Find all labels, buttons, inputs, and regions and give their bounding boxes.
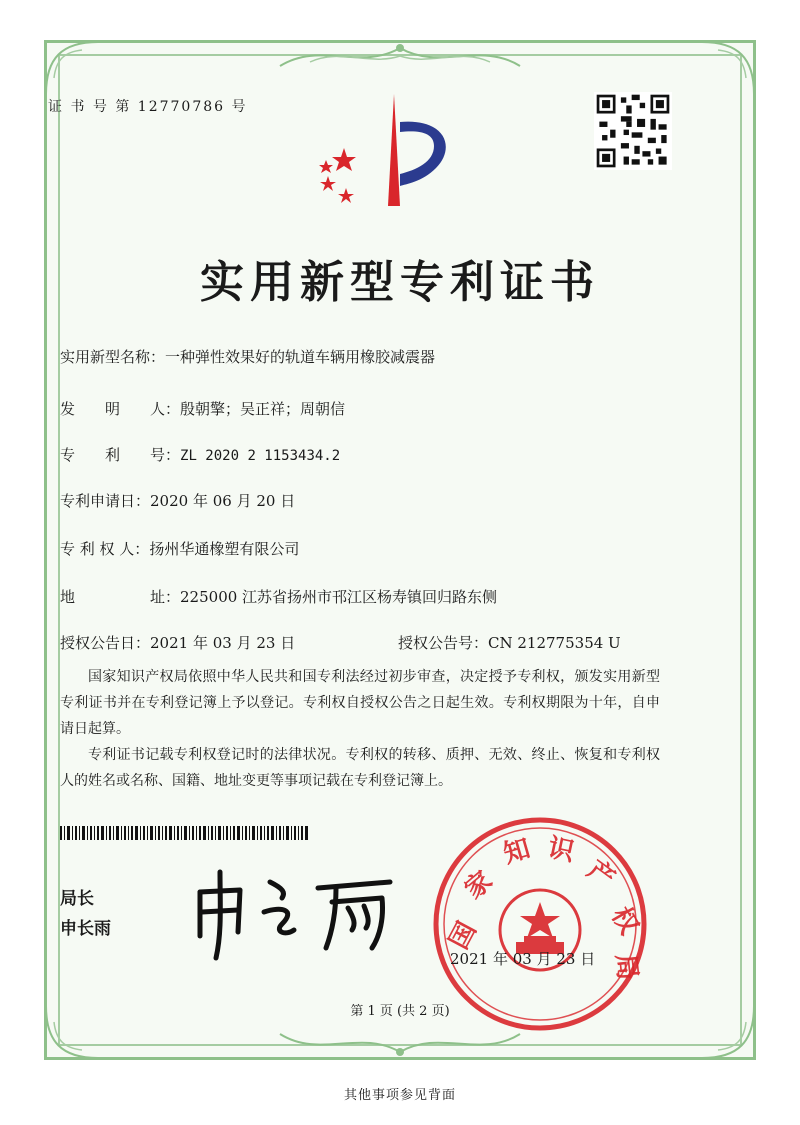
field-label: 授权公告号：: [398, 634, 489, 652]
field-label: 专 利 号：: [60, 446, 181, 464]
svg-text:产: 产: [581, 854, 621, 895]
field-address: [60, 586, 497, 607]
field-label: 授权公告日：: [60, 634, 151, 652]
patent-office-logo: [296, 88, 466, 218]
field-value: ZL 2020 2 1153434.2: [180, 448, 341, 464]
handwritten-signature: [186, 862, 406, 962]
field-value: 殷朝擎；吴正祥；周朝信: [180, 400, 346, 418]
director-title: 局长: [60, 889, 94, 909]
field-value: CN 212775354 U: [488, 634, 621, 652]
top-ornament: [270, 36, 530, 76]
corner-ornament-tl: [42, 38, 102, 98]
field-value: 225000 江苏省扬州市邗江区杨寿镇回归路东侧: [180, 588, 498, 606]
field-value: 2020 年 06 月 20 日: [150, 492, 296, 510]
field-value: 一种弹性效果好的轨道车辆用橡胶减震器: [165, 348, 436, 366]
field-inventor: [60, 398, 345, 419]
field-patentee: [60, 538, 299, 559]
page-number: 第 1 页 (共 2 页): [350, 1004, 450, 1019]
svg-text:知: 知: [500, 833, 534, 870]
field-label: 专利申请日：: [60, 492, 151, 510]
corner-ornament-tr: [698, 38, 758, 98]
statement-paragraph-2: 专利证书记载专利权登记时的法律状况。专利权的转移、质押、无效、终止、恢复和专利权人的姓名或名称、国籍、地址变更等事项记载在专利登记簿上。: [60, 747, 660, 789]
director-name: 申长雨: [60, 919, 111, 939]
field-filing-date: [60, 490, 295, 511]
field-label: 专 利 权 人：: [60, 540, 150, 558]
back-page-note: 其他事项参见背面: [343, 1088, 456, 1103]
statement-paragraph-1: 国家知识产权局依照中华人民共和国专利法经过初步审查，决定授予专利权，颁发实用新型专利证书并在专利登记簿上予以登记。专利权自授权公告之日起生效。专利权期限为十年，自申请日起算。: [60, 669, 660, 737]
field-patent-number: [60, 444, 340, 465]
seal-date: 2021 年 03 月 23 日: [450, 950, 596, 968]
svg-text:识: 识: [545, 832, 577, 868]
qr-code: [594, 92, 672, 170]
field-value: 2021 年 03 月 23 日: [150, 634, 296, 652]
field-value: 扬州华通橡塑有限公司: [149, 540, 300, 558]
certificate-number: 证 书 号 第 12770786 号: [48, 99, 248, 115]
svg-text:局: 局: [609, 952, 643, 982]
field-label: 发 明 人：: [60, 400, 181, 418]
svg-text:家: 家: [459, 865, 499, 906]
svg-text:权: 权: [605, 902, 644, 940]
svg-text:国: 国: [443, 917, 483, 955]
certificate-title: 实用新型专利证书: [200, 257, 600, 308]
field-publication-number: [398, 632, 621, 653]
field-publication-date: [60, 632, 295, 653]
field-utility-model-name: [60, 346, 435, 367]
field-label: 实用新型名称：: [60, 348, 166, 366]
barcode: [60, 826, 308, 840]
field-label: 地 址：: [60, 588, 181, 606]
